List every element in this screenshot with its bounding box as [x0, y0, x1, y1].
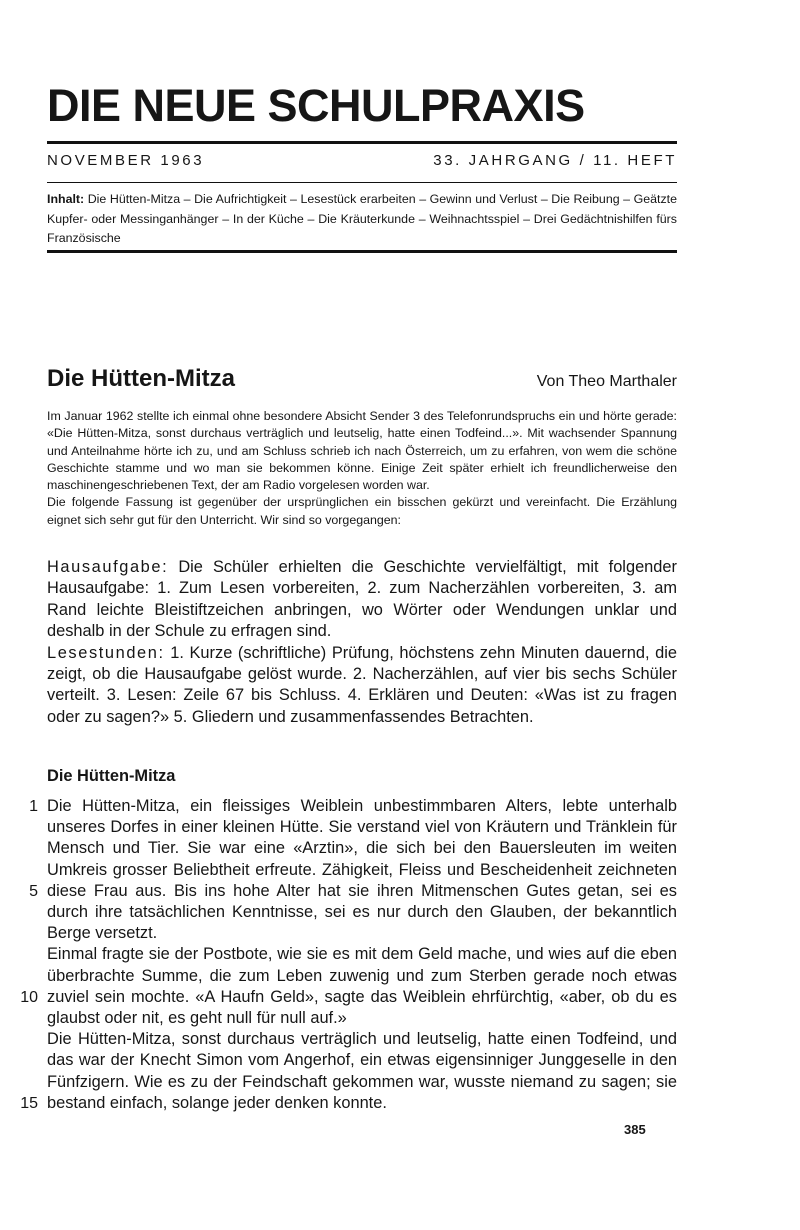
line-number: 15	[20, 1095, 38, 1112]
article-author: Von Theo Marthaler	[536, 373, 677, 390]
story-paragraph: Die Hütten-Mitza, ein fleissiges Weiblein unbestimmbaren Alters, lebte unterhalb unseres Dorfes in einer kleinen Hütte. Sie verstand viel von Kräutern und Tränklein für Mensch und Tier. Sie war eine «Arztin», die sich bei den Bauersleuten im weiten Umkreis grosser Beliebtheit erfreute. Zähigkeit, Fleiss und Bescheidenheit zeichneten diese Frau aus. Bis ins hohe Alter hat sie ihren Mitmenschen Gutes getan, sei es durch ihre tatsächlichen Kenntnisse, sei es nur durch den Glauben, der bekanntlich Berge versetzt.	[47, 797, 677, 943]
line-number: 5	[29, 883, 38, 900]
article-intro	[47, 408, 677, 529]
contents-label: Inhalt:	[47, 192, 85, 206]
homework-label: Hausaufgabe:	[47, 558, 169, 576]
lessons-text: 1. Kurze (schriftliche) Prüfung, höchstens zehn Minuten dauernd, die zeigt, ob die Hausaufgabe gelöst wurde. 2. Nacherzählen, auf vier bis sechs Schüler verteilt. 3. Lesen: Zeile 67 bis Schluss. 4. Erklären und Deuten: «Was ist zu fragen oder zu sagen?» 5. Gliedern und zusammenfassendes Betrachten.	[47, 643, 677, 726]
contents-top-rule	[47, 182, 677, 183]
issue-date: NOVEMBER 1963	[47, 152, 205, 169]
homework-text: Die Schüler erhielten die Geschichte vervielfältigt, mit folgender Hausaufgabe: 1. Zum Lesen vorbereiten, 2. zum Nacherzählen vorbereiten, 3. am Rand leichte Bleistiftzeichen anbringen, wo Wörter oder Wendungen unklar und deshalb in der Schule zu erfragen sind.	[47, 558, 677, 641]
intro-paragraph: Die folgende Fassung ist gegenüber der ursprünglichen ein bisschen gekürzt und vereinfacht. Die Erzählung eignet sich sehr gut für den Unterricht. Wir sind so vorgegangen:	[47, 495, 677, 527]
homework-paragraph	[47, 557, 677, 643]
contents-bottom-rule	[47, 250, 677, 253]
issue-line	[47, 152, 677, 169]
story-heading: Die Hütten-Mitza	[47, 767, 176, 785]
line-number: 1	[29, 798, 38, 815]
lesson-plan	[47, 557, 677, 728]
article-title: Die Hütten-Mitza	[47, 365, 235, 392]
issue-number: 33. JAHRGANG / 11. HEFT	[433, 152, 677, 169]
masthead-rule	[47, 141, 677, 144]
story-text	[47, 796, 677, 1114]
story-paragraph: Die Hütten-Mitza, sonst durchaus verträglich und leutselig, hatte einen Todfeind, und das war der Knecht Simon vom Angerhof, ein etwas eigensinniger Junggeselle in den Fünfzigern. Wie es zu der Feindschaft gekommen war, wusste niemand zu sagen; sie bestand einfach, solange jeder denken konnte.	[47, 1030, 677, 1112]
masthead-title: DIE NEUE SCHULPRAXIS	[47, 80, 585, 131]
contents-text: Die Hütten-Mitza – Die Aufrichtigkeit – Lesestück erarbeiten – Gewinn und Verlust – Die Reibung – Geätzte Kupfer- oder Messinganhänger – In der Küche – Die Kräuterkunde – Weihnachtsspiel – Drei Gedächtnishilfen fürs Französische	[47, 192, 677, 245]
lessons-paragraph	[47, 643, 677, 729]
story-paragraph: Einmal fragte sie der Postbote, wie sie es mit dem Geld mache, und wies auf die eben überbrachte Summe, die zum Leben zuwenig und zum Sterben gerade noch etwas zuviel sein mochte. «A Haufn Geld», sagte das Weiblein ehrfürchtig, «aber, ob du es glaubst oder nit, es geht null für null auf.»	[47, 945, 677, 1028]
article-header	[47, 365, 677, 393]
table-of-contents	[47, 190, 677, 249]
page-number: 385	[624, 1122, 646, 1137]
intro-paragraph: Im Januar 1962 stellte ich einmal ohne besondere Absicht Sender 3 des Telefonrundspruchs ein und hörte gerade: «Die Hütten-Mitza, sonst durchaus verträglich und leutselig, hatte einen Todfeind...». Mit wachsender Spannung und Anteilnahme hörte ich zu, und am Schluss schrieb ich nach Österreich, um zu erfahren, von wem die schöne Geschichte stamme und wo man sie bekommen könne. Einige Zeit später erhielt ich freundlicherweise den maschinengeschriebenen Text, der am Radio vorgelesen worden war.	[47, 409, 677, 493]
line-number: 10	[20, 989, 38, 1006]
lessons-label: Lesestunden:	[47, 643, 165, 662]
